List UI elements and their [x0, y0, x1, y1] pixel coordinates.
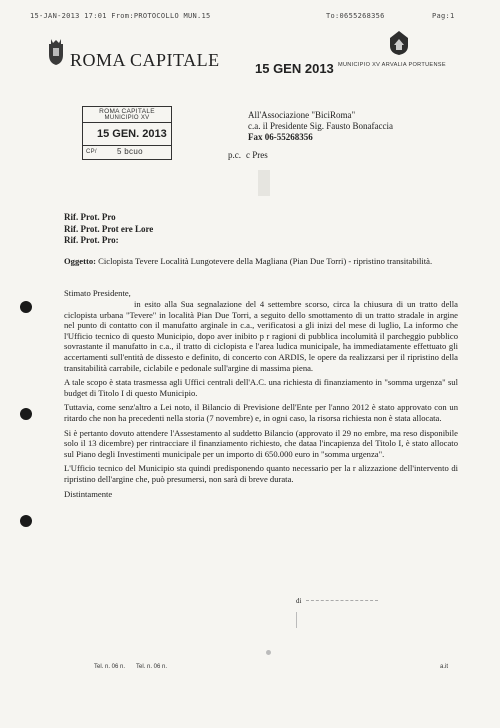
closing: Distintamente	[64, 488, 113, 499]
brand-name: ROMA CAPITALE	[70, 50, 220, 70]
recipient-fax: Fax 06-55268356	[248, 132, 313, 142]
recipient-line1: All'Associazione "BiciRoma"	[248, 110, 356, 120]
references-block	[64, 212, 153, 247]
reference-item: Rif. Prot. Prot ere Lore	[64, 223, 154, 234]
body-paragraph: in esito alla Sua segnalazione del 4 settembre scorso, circa la chiusura di un tratto della ciclopista urbana "Tevere" in località Pian Due Torri, a seguito dello smottamento di un tratto stradale in argine nel punto di contatto con il manufatto arginale in c.a., verificatosi a gli inizi del mese di luglio, La informo che l'Ufficio tecnico di questo Municipio, dopo aver inibito p r ragioni di pubblica incolumità il parcheggio pubblico sovrastante il manufatto in c.a., il tratto di ciclopista e l'area ludica municipale, ha immediatamente effettuato gli accertamenti sull'entità de dissesto e definito, di concerto con ARDIS, le opere da realizzarsi per il ripristino della transitabilità carrabile, ciclabile e pedonale sull'argine di massima piena.	[64, 299, 458, 373]
recipient-line2: c.a. il Presidente Sig. Fausto Bonafaccia	[248, 121, 393, 131]
signature-line	[306, 600, 378, 601]
subject-text: Ciclopista Tevere Località Lungotevere della Magliana (Pian Due Torri) - ripristino transitabilità.	[98, 256, 433, 266]
fax-header-right: Pag:1	[432, 12, 455, 20]
redaction-mark	[258, 170, 270, 196]
fax-header-mid: To:0655268356	[326, 12, 385, 20]
protocol-stamp-cp-label: CP/	[86, 149, 97, 155]
punch-hole	[20, 301, 32, 313]
speck-mark	[266, 650, 271, 655]
protocol-stamp-line1: ROMA CAPITALE	[99, 108, 155, 115]
recipient-pc-value: c Pres	[246, 150, 268, 160]
reference-item: Rif. Prot. Pro:	[64, 235, 119, 245]
date-stamp: 15 GEN 2013	[255, 61, 334, 76]
letter-body	[64, 299, 458, 503]
municipio-name: MUNICIPIO XV ARVALIA PORTUENSE	[338, 62, 446, 68]
punch-hole	[20, 515, 32, 527]
protocol-stamp	[82, 106, 172, 160]
salutation: Stimato Presidente,	[64, 288, 131, 298]
fax-header-left: 15-JAN-2013 17:01 From:PROTOCOLLO MUN.15	[30, 12, 211, 20]
footer-domain: a.it	[440, 664, 449, 670]
footer-tel-2: Tel. n. 06 n.	[136, 664, 168, 670]
body-paragraph: A tale scopo è stata trasmessa agli Uffici centrali dell'A.C. una richiesta di finanziamento in "somma urgenza" sul budget di Titolo I di questo Municipio.	[64, 377, 458, 398]
body-paragraph: Si è pertanto dovuto attendere l'Assestamento al suddetto Bilancio (approvato il 29 no embre, ma reso disponibile solo il 13 dicembre) per rintracciare il finanziamento richiesto, che dataa l'incapienza del Titolo I, è stato allocato sul Piano degli Investimenti municipale per un importo di 650.000 euro in "somma urgenza".	[64, 427, 458, 459]
subject-line	[64, 256, 462, 267]
body-paragraph: L'Ufficio tecnico del Municipio sta quindi predisponendo quanto necessario per la r alizzazione dell'intervento di ripristino dell'argine che, può presumersi, non sarà di breve durata.	[64, 463, 458, 484]
fold-mark	[296, 612, 297, 628]
subject-label: Oggetto:	[64, 256, 96, 266]
protocol-stamp-date: 15 GEN. 2013	[97, 128, 167, 140]
recipient-block	[248, 110, 393, 143]
roma-capitale-crest-icon	[46, 38, 66, 66]
protocol-stamp-cp-value: 5 bcuo	[117, 147, 143, 156]
municipio-emblem-icon	[388, 30, 410, 56]
body-paragraph: Tuttavia, come senz'altro a Lei noto, il Bilancio di Previsione dell'Ente per l'anno 2012 è stato approvato con un ritardo che non ha precedenti nella storia (7 novembre) e, in ogni caso, la risorsa richiesta non è stata allocata.	[64, 402, 458, 423]
signature-fragment: di	[296, 597, 302, 605]
recipient-pc-label: p.c.	[228, 150, 241, 160]
protocol-stamp-line2: MUNICIPIO XV	[104, 115, 150, 121]
footer-tel-1: Tel. n. 06 n.	[94, 664, 126, 670]
punch-hole	[20, 408, 32, 420]
reference-item: Rif. Prot. Pro	[64, 212, 116, 222]
